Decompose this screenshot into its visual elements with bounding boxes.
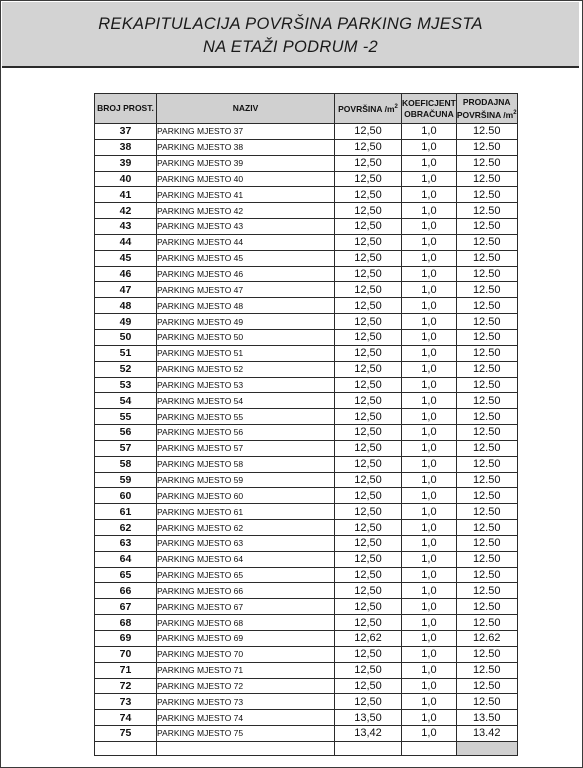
table-row [95,203,518,219]
cell-koeficijent: 1,0 [402,282,457,298]
cell-koeficijent: 1,0 [402,535,457,551]
title-box [2,2,579,68]
cell-prodajna: 12.50 [456,583,517,599]
recap-table [94,93,518,756]
cell-prodajna: 12.50 [456,551,517,567]
cell-povrsina: 12,50 [335,694,402,710]
table-row [95,551,518,567]
cell-broj: 56 [95,425,157,441]
table-row [95,219,518,235]
cell-broj: 74 [95,710,157,726]
cell-povrsina: 12,50 [335,345,402,361]
cell-prodajna: 12.50 [456,678,517,694]
cell-broj: 62 [95,520,157,536]
table-row [95,488,518,504]
cell-prodajna: 12.50 [456,425,517,441]
table-row [95,139,518,155]
cell-naziv: PARKING MJESTO 48 [157,298,335,314]
cell-naziv: PARKING MJESTO 68 [157,615,335,631]
cell-naziv: PARKING MJESTO 39 [157,155,335,171]
cell-povrsina: 12,50 [335,583,402,599]
cell-povrsina: 12,50 [335,393,402,409]
cell-broj: 66 [95,583,157,599]
table-row [95,234,518,250]
cell-koeficijent: 1,0 [402,583,457,599]
cell-koeficijent: 1,0 [402,298,457,314]
cell-koeficijent: 1,0 [402,710,457,726]
cell-koeficijent: 1,0 [402,234,457,250]
cell-broj: 42 [95,203,157,219]
cell-broj: 69 [95,631,157,647]
cell-koeficijent: 1,0 [402,393,457,409]
cell-broj: 51 [95,345,157,361]
cell-naziv: PARKING MJESTO 69 [157,631,335,647]
cell-koeficijent: 1,0 [402,615,457,631]
cell-broj: 50 [95,329,157,345]
table-row [95,583,518,599]
cell-broj: 58 [95,456,157,472]
cell-povrsina: 12,50 [335,567,402,583]
cell-povrsina: 12,50 [335,124,402,140]
cell-prodajna: 12.50 [456,155,517,171]
cell-prodajna: 12.50 [456,187,517,203]
cell-prodajna: 12.50 [456,440,517,456]
table-row [95,535,518,551]
empty-cell [402,741,457,755]
cell-koeficijent: 1,0 [402,456,457,472]
cell-koeficijent: 1,0 [402,678,457,694]
cell-koeficijent: 1,0 [402,377,457,393]
cell-broj: 57 [95,440,157,456]
cell-povrsina: 12,50 [335,329,402,345]
cell-naziv: PARKING MJESTO 54 [157,393,335,409]
table-row [95,440,518,456]
title-line-2: NA ETAŽI PODRUM -2 [203,38,378,56]
table-row [95,314,518,330]
cell-koeficijent: 1,0 [402,171,457,187]
cell-povrsina: 12,50 [335,219,402,235]
cell-broj: 49 [95,314,157,330]
cell-broj: 45 [95,250,157,266]
cell-broj: 44 [95,234,157,250]
cell-broj: 71 [95,662,157,678]
cell-koeficijent: 1,0 [402,504,457,520]
cell-koeficijent: 1,0 [402,203,457,219]
cell-prodajna: 13.42 [456,726,517,742]
cell-prodajna: 12.50 [456,361,517,377]
cell-naziv: PARKING MJESTO 75 [157,726,335,742]
cell-koeficijent: 1,0 [402,187,457,203]
cell-naziv: PARKING MJESTO 71 [157,662,335,678]
cell-naziv: PARKING MJESTO 42 [157,203,335,219]
cell-povrsina: 12,50 [335,472,402,488]
cell-koeficijent: 1,0 [402,599,457,615]
header-row [95,94,518,124]
cell-broj: 47 [95,282,157,298]
cell-broj: 60 [95,488,157,504]
cell-broj: 63 [95,535,157,551]
cell-naziv: PARKING MJESTO 66 [157,583,335,599]
cell-broj: 65 [95,567,157,583]
total-cell [456,741,517,755]
cell-prodajna: 12.50 [456,377,517,393]
cell-povrsina: 12,50 [335,488,402,504]
cell-povrsina: 12,50 [335,187,402,203]
cell-povrsina: 12,50 [335,535,402,551]
cell-povrsina: 12,50 [335,456,402,472]
table-row [95,456,518,472]
cell-prodajna: 12.62 [456,631,517,647]
table-row [95,631,518,647]
cell-prodajna: 12.50 [456,345,517,361]
cell-broj: 53 [95,377,157,393]
empty-cell [335,741,402,755]
empty-total-row [95,741,518,755]
cell-broj: 52 [95,361,157,377]
cell-koeficijent: 1,0 [402,266,457,282]
cell-naziv: PARKING MJESTO 74 [157,710,335,726]
table-row [95,694,518,710]
table-row [95,425,518,441]
cell-naziv: PARKING MJESTO 53 [157,377,335,393]
cell-prodajna: 12.50 [456,456,517,472]
cell-naziv: PARKING MJESTO 43 [157,219,335,235]
cell-broj: 68 [95,615,157,631]
cell-povrsina: 12,50 [335,250,402,266]
cell-povrsina: 12,50 [335,266,402,282]
cell-prodajna: 12.50 [456,314,517,330]
cell-povrsina: 12,50 [335,662,402,678]
cell-koeficijent: 1,0 [402,551,457,567]
table-row [95,520,518,536]
header-koeficijent: KOEFICJENT OBRAČUNA [402,94,457,124]
title-line-1: REKAPITULACIJA POVRŠINA PARKING MJESTA [98,15,483,33]
cell-koeficijent: 1,0 [402,409,457,425]
table-row [95,171,518,187]
cell-naziv: PARKING MJESTO 44 [157,234,335,250]
table-row [95,266,518,282]
cell-povrsina: 12,50 [335,520,402,536]
table-row [95,124,518,140]
cell-povrsina: 12,62 [335,631,402,647]
cell-prodajna: 12.50 [456,535,517,551]
cell-prodajna: 12.50 [456,504,517,520]
table-row [95,567,518,583]
table-row [95,472,518,488]
cell-naziv: PARKING MJESTO 37 [157,124,335,140]
cell-naziv: PARKING MJESTO 64 [157,551,335,567]
cell-povrsina: 12,50 [335,171,402,187]
cell-naziv: PARKING MJESTO 38 [157,139,335,155]
cell-koeficijent: 1,0 [402,329,457,345]
cell-broj: 38 [95,139,157,155]
cell-naziv: PARKING MJESTO 40 [157,171,335,187]
cell-naziv: PARKING MJESTO 67 [157,599,335,615]
cell-broj: 55 [95,409,157,425]
cell-koeficijent: 1,0 [402,361,457,377]
cell-broj: 37 [95,124,157,140]
cell-koeficijent: 1,0 [402,488,457,504]
cell-broj: 70 [95,646,157,662]
cell-prodajna: 13.50 [456,710,517,726]
cell-povrsina: 12,50 [335,298,402,314]
cell-naziv: PARKING MJESTO 50 [157,329,335,345]
cell-prodajna: 12.50 [456,615,517,631]
cell-koeficijent: 1,0 [402,139,457,155]
cell-prodajna: 12.50 [456,124,517,140]
cell-povrsina: 12,50 [335,599,402,615]
empty-cell [157,741,335,755]
cell-naziv: PARKING MJESTO 55 [157,409,335,425]
cell-prodajna: 12.50 [456,171,517,187]
cell-povrsina: 12,50 [335,678,402,694]
cell-prodajna: 12.50 [456,488,517,504]
cell-prodajna: 12.50 [456,234,517,250]
table-row [95,662,518,678]
cell-koeficijent: 1,0 [402,345,457,361]
cell-broj: 73 [95,694,157,710]
cell-naziv: PARKING MJESTO 56 [157,425,335,441]
empty-cell [95,741,157,755]
cell-povrsina: 12,50 [335,361,402,377]
cell-broj: 59 [95,472,157,488]
cell-prodajna: 12.50 [456,298,517,314]
cell-povrsina: 12,50 [335,425,402,441]
table-row [95,710,518,726]
cell-povrsina: 12,50 [335,615,402,631]
cell-povrsina: 12,50 [335,440,402,456]
cell-broj: 67 [95,599,157,615]
cell-naziv: PARKING MJESTO 45 [157,250,335,266]
cell-povrsina: 12,50 [335,203,402,219]
cell-naziv: PARKING MJESTO 46 [157,266,335,282]
cell-naziv: PARKING MJESTO 58 [157,456,335,472]
table-row [95,345,518,361]
cell-prodajna: 12.50 [456,203,517,219]
cell-naziv: PARKING MJESTO 51 [157,345,335,361]
cell-koeficijent: 1,0 [402,314,457,330]
table-row [95,329,518,345]
table-row [95,187,518,203]
cell-naziv: PARKING MJESTO 52 [157,361,335,377]
cell-povrsina: 12,50 [335,139,402,155]
cell-naziv: PARKING MJESTO 61 [157,504,335,520]
cell-broj: 75 [95,726,157,742]
cell-povrsina: 12,50 [335,504,402,520]
table-row [95,726,518,742]
cell-prodajna: 12.50 [456,694,517,710]
table-row [95,393,518,409]
cell-naziv: PARKING MJESTO 59 [157,472,335,488]
cell-prodajna: 12.50 [456,520,517,536]
cell-povrsina: 13,50 [335,710,402,726]
cell-prodajna: 12.50 [456,219,517,235]
cell-naziv: PARKING MJESTO 63 [157,535,335,551]
table-row [95,504,518,520]
table-row [95,599,518,615]
cell-koeficijent: 1,0 [402,726,457,742]
cell-prodajna: 12.50 [456,329,517,345]
cell-naziv: PARKING MJESTO 49 [157,314,335,330]
cell-koeficijent: 1,0 [402,694,457,710]
cell-naziv: PARKING MJESTO 72 [157,678,335,694]
cell-prodajna: 12.50 [456,662,517,678]
cell-naziv: PARKING MJESTO 60 [157,488,335,504]
cell-broj: 48 [95,298,157,314]
cell-broj: 39 [95,155,157,171]
cell-koeficijent: 1,0 [402,646,457,662]
cell-broj: 41 [95,187,157,203]
cell-naziv: PARKING MJESTO 41 [157,187,335,203]
cell-naziv: PARKING MJESTO 47 [157,282,335,298]
cell-koeficijent: 1,0 [402,631,457,647]
cell-povrsina: 12,50 [335,282,402,298]
header-povrsina: POVRŠINA $/m^2$ [335,94,402,124]
cell-naziv: PARKING MJESTO 62 [157,520,335,536]
table-row [95,646,518,662]
cell-povrsina: 12,50 [335,155,402,171]
table-row [95,361,518,377]
cell-koeficijent: 1,0 [402,155,457,171]
cell-povrsina: 12,50 [335,409,402,425]
table-row [95,298,518,314]
cell-broj: 43 [95,219,157,235]
cell-prodajna: 12.50 [456,266,517,282]
table-row [95,377,518,393]
table-row [95,282,518,298]
cell-prodajna: 12.50 [456,139,517,155]
cell-koeficijent: 1,0 [402,219,457,235]
cell-koeficijent: 1,0 [402,567,457,583]
cell-koeficijent: 1,0 [402,520,457,536]
cell-koeficijent: 1,0 [402,472,457,488]
cell-prodajna: 12.50 [456,250,517,266]
table-row [95,409,518,425]
cell-broj: 72 [95,678,157,694]
cell-prodajna: 12.50 [456,393,517,409]
cell-prodajna: 12.50 [456,599,517,615]
cell-prodajna: 12.50 [456,567,517,583]
cell-koeficijent: 1,0 [402,250,457,266]
cell-prodajna: 12.50 [456,646,517,662]
cell-povrsina: 12,50 [335,234,402,250]
cell-povrsina: 12,50 [335,314,402,330]
cell-broj: 40 [95,171,157,187]
cell-broj: 64 [95,551,157,567]
table-row [95,678,518,694]
cell-naziv: PARKING MJESTO 57 [157,440,335,456]
cell-koeficijent: 1,0 [402,425,457,441]
cell-broj: 61 [95,504,157,520]
table-row [95,250,518,266]
cell-prodajna: 12.50 [456,472,517,488]
cell-koeficijent: 1,0 [402,662,457,678]
cell-povrsina: 12,50 [335,551,402,567]
header-prodajna: PRODAJNA POVRŠINA $/m^2$ [456,94,517,124]
header-broj: BROJ PROST. [95,94,157,124]
table-row [95,155,518,171]
cell-broj: 54 [95,393,157,409]
cell-naziv: PARKING MJESTO 65 [157,567,335,583]
cell-naziv: PARKING MJESTO 73 [157,694,335,710]
cell-povrsina: 12,50 [335,646,402,662]
table-row [95,615,518,631]
cell-povrsina: 12,50 [335,377,402,393]
cell-prodajna: 12.50 [456,282,517,298]
cell-naziv: PARKING MJESTO 70 [157,646,335,662]
cell-broj: 46 [95,266,157,282]
cell-koeficijent: 1,0 [402,440,457,456]
header-naziv: NAZIV [157,94,335,124]
cell-koeficijent: 1,0 [402,124,457,140]
cell-prodajna: 12.50 [456,409,517,425]
cell-povrsina: 13,42 [335,726,402,742]
